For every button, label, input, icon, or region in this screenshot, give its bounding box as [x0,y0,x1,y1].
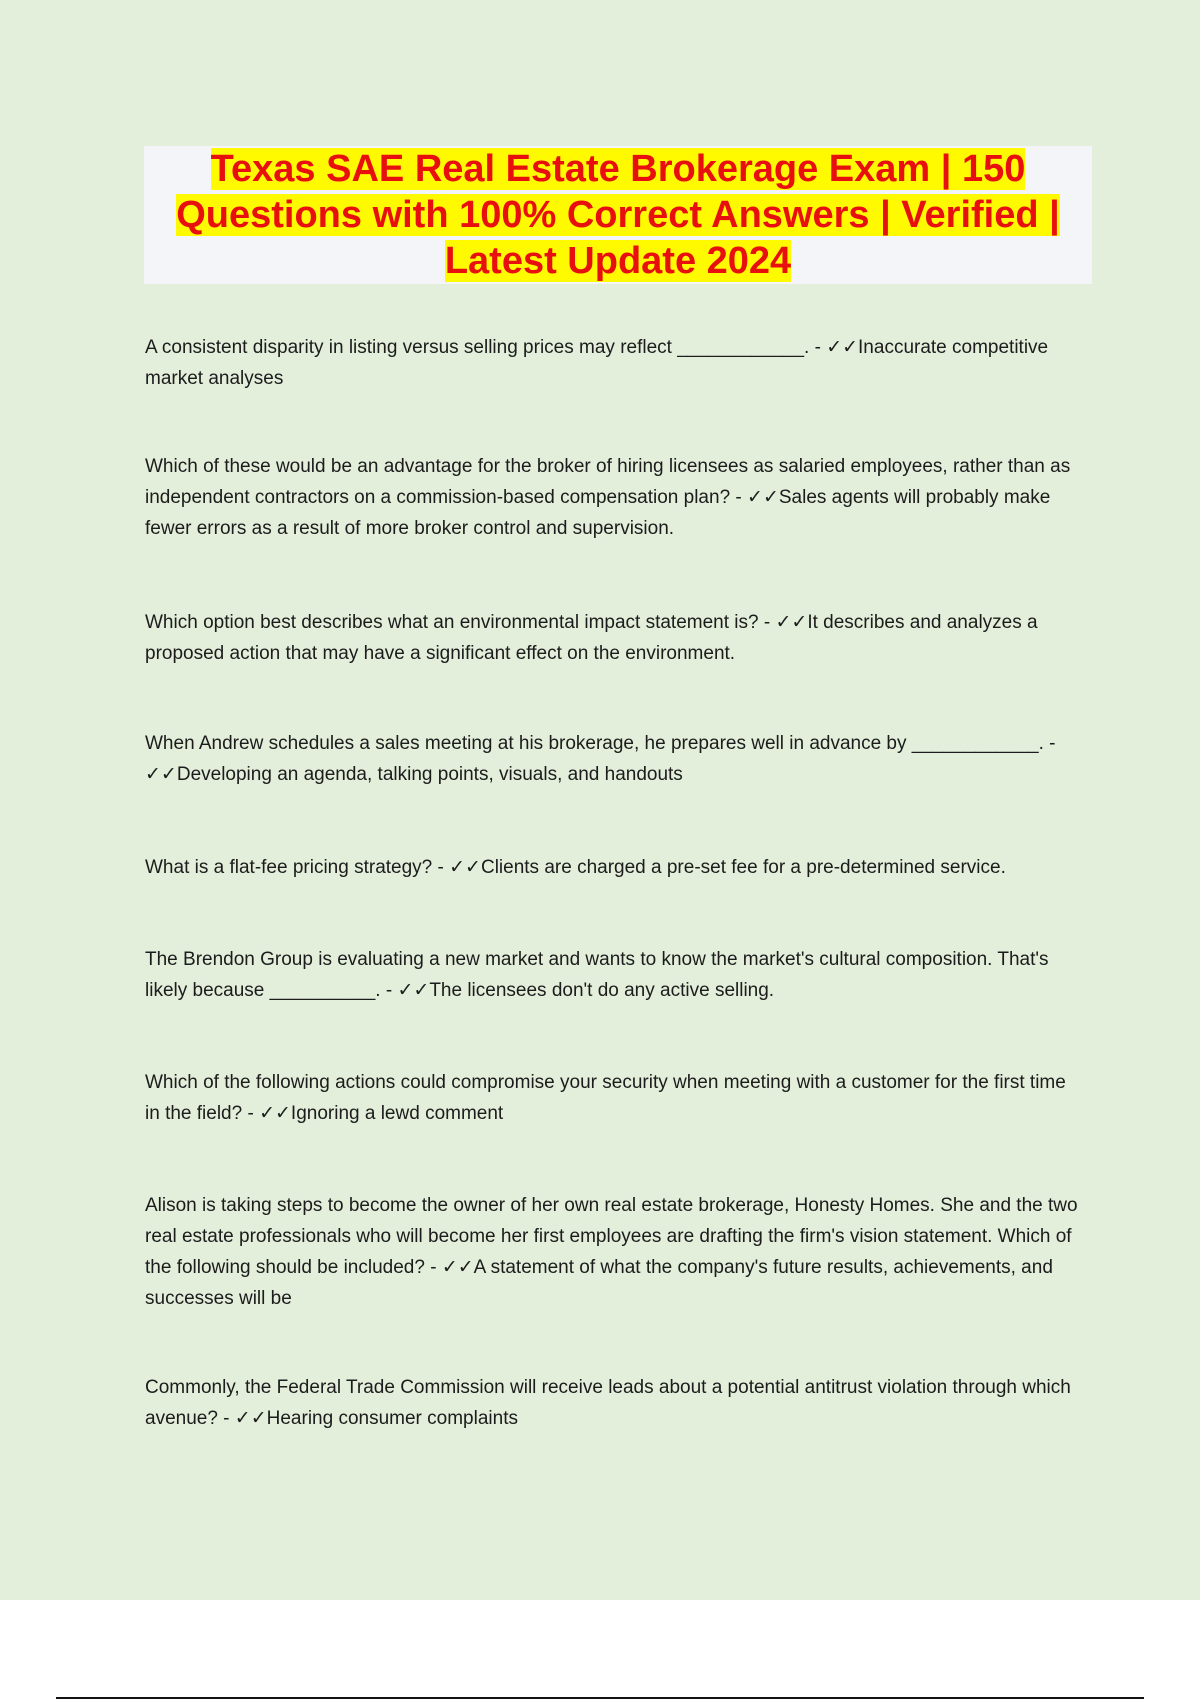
question-text: The Brendon Group is evaluating a new market and wants to know the market's cultural composition. That's likely because __________. [145,949,1049,1001]
check-icon: ✓✓ [441,1257,474,1278]
footer-divider [56,1697,1144,1699]
check-icon: ✓✓ [397,980,430,1001]
document-title [144,146,1092,284]
qa-item-3 [145,607,1085,669]
check-icon: ✓✓ [449,857,481,878]
qa-item-5 [145,852,1085,883]
check-icon: ✓✓ [826,337,859,358]
qa-item-4 [145,728,1085,790]
answer-text: Clients are charged a pre-set fee for a pre-determined service. [480,857,1006,878]
qa-item-9 [145,1372,1085,1434]
question-text: What is a flat-fee pricing strategy? [145,857,433,878]
question-text: When Andrew schedules a sales meeting at his brokerage, he prepares well in advance by ____________. [145,733,1044,754]
title-line-2: Questions with 100% Correct Answers | Verified | [176,194,1060,236]
question-text: Alison is taking steps to become the owner of her own real estate brokerage, Honesty Homes. She and the two real estate professionals who will become her first employees are drafting the firm's vision statement. Which of the following should be included? [145,1195,1078,1278]
separator: - [730,487,748,508]
separator: - [432,857,450,878]
check-icon: ✓✓ [145,764,177,785]
answer-text: Sales agents will probably make fewer errors as a result of more broker control and supervision. [145,487,1051,539]
separator: - [242,1103,260,1124]
answer-text: A statement of what the company's future results, achievements, and successes will be [145,1257,1053,1309]
answer-text: Developing an agenda, talking points, visuals, and handouts [176,764,683,785]
qa-item-6 [145,944,1085,1006]
title-box [144,146,1092,284]
question-text: Commonly, the Federal Trade Commission will receive leads about a potential antitrust violation through which avenue? [145,1377,1071,1429]
answer-text: Ignoring a lewd comment [290,1103,504,1124]
question-text: Which of these would be an advantage for the broker of hiring licensees as salaried employees, rather than as independent contractors on a commission-based compensation plan? [145,456,1071,508]
check-icon: ✓✓ [259,1103,291,1124]
separator: - [1043,733,1056,754]
question-text: A consistent disparity in listing versus selling prices may reflect ____________. [145,337,810,358]
qa-item-8 [145,1190,1085,1314]
separator: - [424,1257,442,1278]
answer-text: Inaccurate competitive market analyses [145,337,1049,389]
answer-text: Hearing consumer complaints [266,1408,518,1429]
answer-text: It describes and analyzes a proposed action that may have a significant effect on the environment. [145,612,1038,664]
title-line-3: Latest Update 2024 [444,240,792,282]
separator: - [217,1408,235,1429]
qa-item-2 [145,451,1085,544]
qa-item-1 [145,332,1085,394]
separator: - [809,337,827,358]
check-icon: ✓✓ [234,1408,267,1429]
question-text: Which option best describes what an environmental impact statement is? [145,612,759,633]
separator: - [380,980,398,1001]
separator: - [758,612,776,633]
question-text: Which of the following actions could compromise your security when meeting with a customer for the first time in the field? [145,1072,1066,1124]
check-icon: ✓✓ [747,487,779,508]
qa-item-7 [145,1067,1085,1129]
check-icon: ✓✓ [775,612,808,633]
title-line-1: Texas SAE Real Estate Brokerage Exam | 150 [210,148,1026,190]
answer-text: The licensees don't do any active selling. [429,980,775,1001]
